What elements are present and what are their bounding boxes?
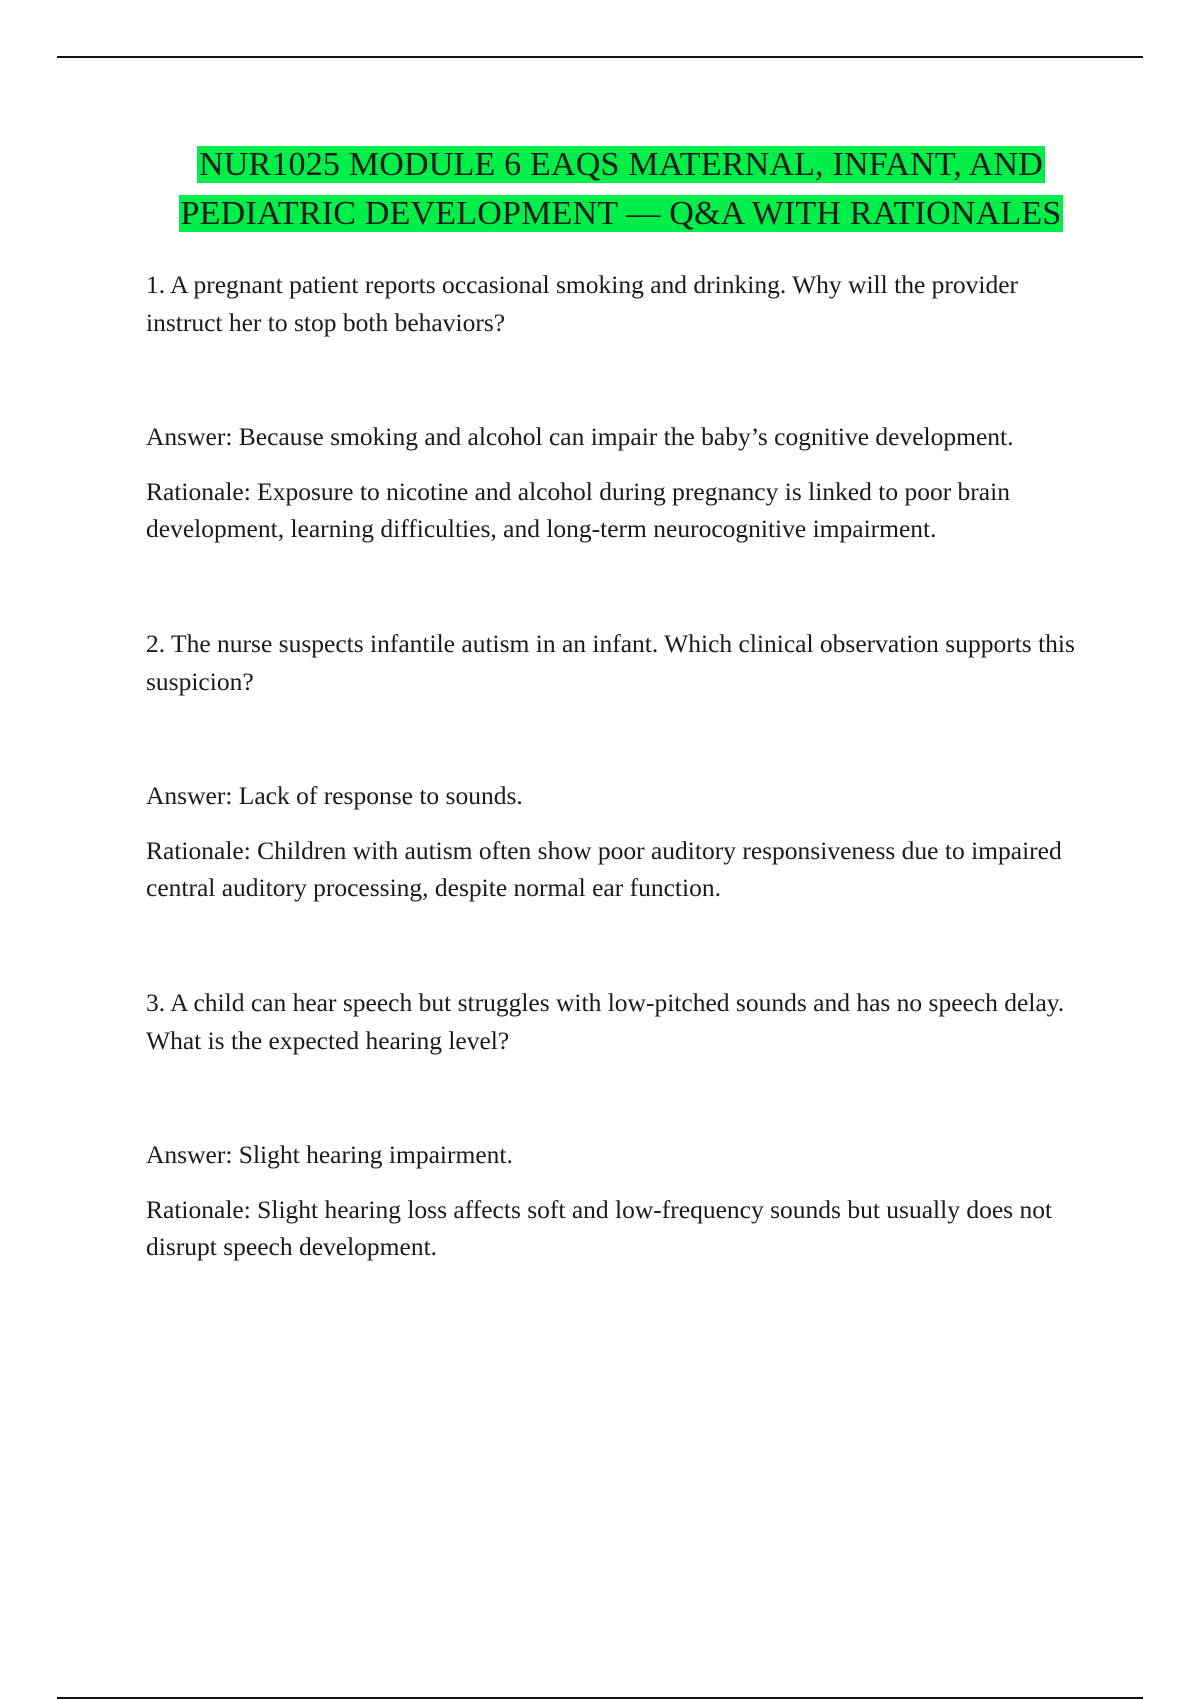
answer-1: Answer: Because smoking and alcohol can impair the baby’s cognitive development. [146, 422, 1014, 451]
qa-item-2 [146, 625, 1096, 906]
rationale-1: Rationale: Exposure to nicotine and alcohol during pregnancy is linked to poor brain development, learning difficulties, and long-term neurocognitive impairment. [146, 477, 1010, 543]
document-title [146, 140, 1096, 238]
rationale-2: Rationale: Children with autism often show poor auditory responsiveness due to impaired central auditory processing, despite normal ear function. [146, 836, 1062, 902]
title-line-1: NUR1025 MODULE 6 EAQS MATERNAL, INFANT, AND [198, 146, 1044, 183]
rationale-3: Rationale: Slight hearing loss affects soft and low-frequency sounds but usually does not disrupt speech development. [146, 1195, 1053, 1261]
question-2: 2. The nurse suspects infantile autism in an infant. Which clinical observation supports this suspicion? [146, 629, 1075, 696]
qa-item-1 [146, 266, 1096, 547]
top-rule [57, 56, 1143, 58]
qa-item-3 [146, 984, 1096, 1265]
document-body [146, 140, 1096, 1265]
question-3: 3. A child can hear speech but struggles with low-pitched sounds and has no speech delay. What is the expected hearing level? [146, 988, 1065, 1055]
bottom-rule [57, 1697, 1143, 1699]
title-line-2: PEDIATRIC DEVELOPMENT — Q&A WITH RATIONALES [180, 195, 1062, 232]
answer-2: Answer: Lack of response to sounds. [146, 781, 523, 810]
answer-3: Answer: Slight hearing impairment. [146, 1140, 513, 1169]
question-1: 1. A pregnant patient reports occasional smoking and drinking. Why will the provider instruct her to stop both behaviors? [146, 270, 1019, 337]
